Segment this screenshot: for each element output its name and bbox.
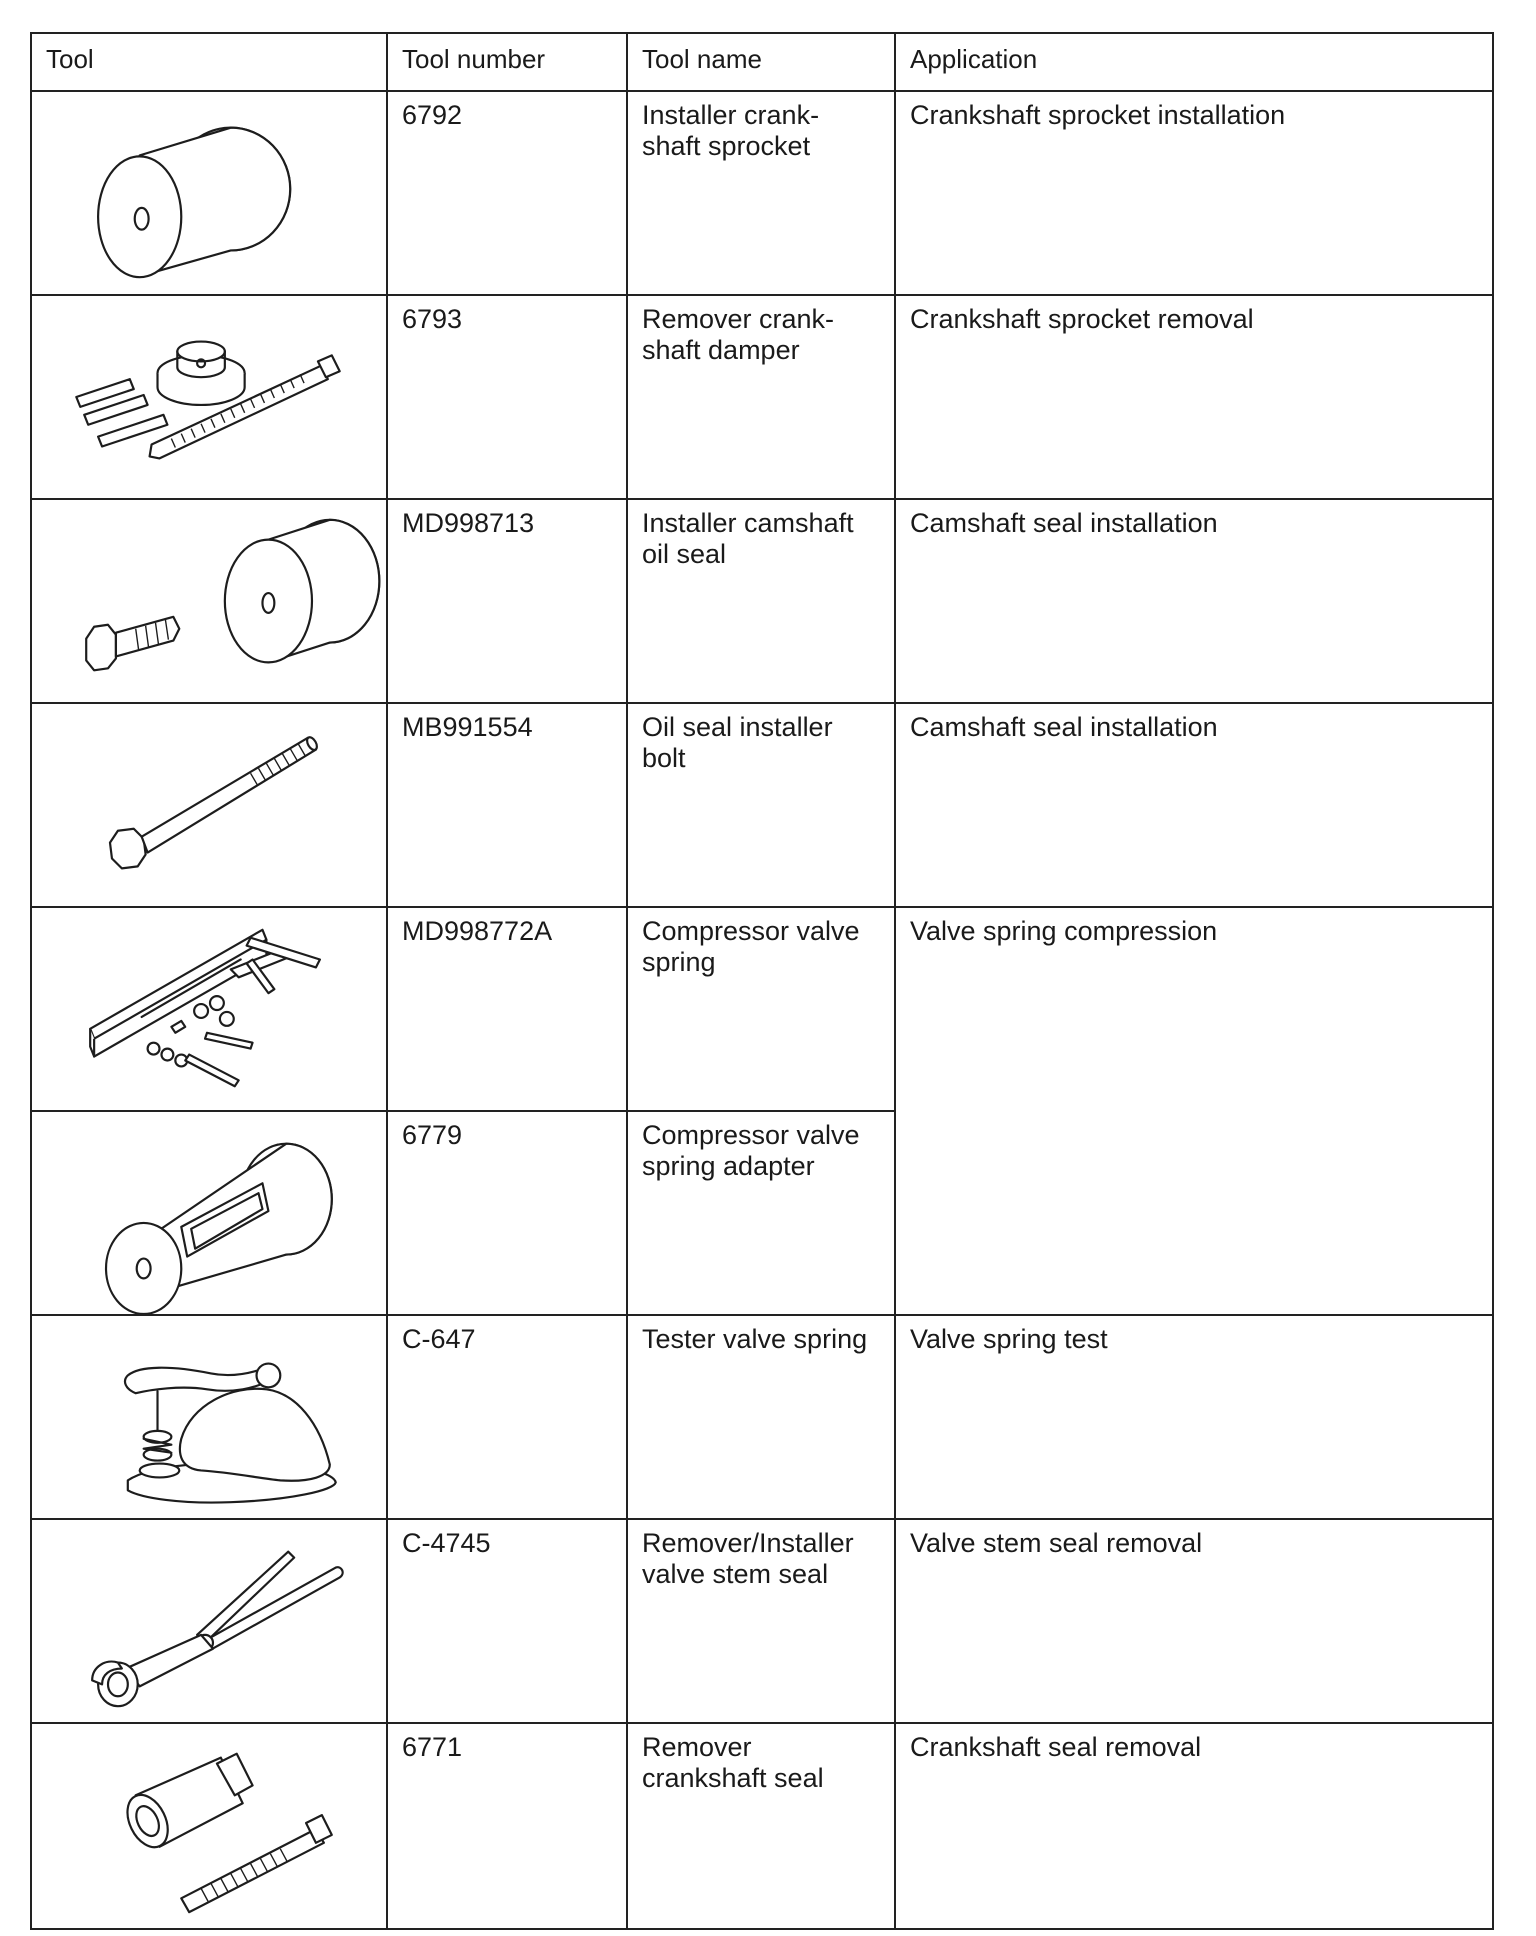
header-tool-name: Tool name: [627, 33, 895, 91]
crankshaft-seal-remover-icon: [32, 1724, 386, 1928]
tool-illustration-cell: [31, 703, 387, 907]
table-row: [31, 295, 1493, 499]
oil-seal-installer-bolt-icon: [32, 704, 386, 906]
tool-name: Installer crank- shaft sprocket: [627, 91, 895, 295]
tool-illustration-cell: [31, 295, 387, 499]
tool-number: MD998713: [387, 499, 627, 703]
tool-application: Valve spring test: [895, 1315, 1493, 1519]
table-header-row: [31, 33, 1493, 91]
valve-spring-compressor-adapter-icon: [32, 1112, 386, 1314]
tool-number: C-4745: [387, 1519, 627, 1723]
tool-application: Crankshaft sprocket removal: [895, 295, 1493, 499]
valve-stem-seal-pliers-icon: [32, 1520, 386, 1722]
table-row: [31, 1519, 1493, 1723]
valve-spring-compressor-icon: [32, 908, 386, 1110]
tool-table-sheet: [30, 32, 1492, 1930]
crankshaft-damper-remover-icon: [32, 296, 386, 498]
tool-application: Camshaft seal installation: [895, 499, 1493, 703]
tool-illustration-cell: [31, 499, 387, 703]
tool-application: Crankshaft sprocket installation: [895, 91, 1493, 295]
tool-number: 6793: [387, 295, 627, 499]
tool-name: Tester valve spring: [627, 1315, 895, 1519]
tool-illustration-cell: [31, 1111, 387, 1315]
tool-number: MD998772A: [387, 907, 627, 1111]
tool-name: Oil seal installer bolt: [627, 703, 895, 907]
tool-illustration-cell: [31, 1519, 387, 1723]
tool-illustration-cell: [31, 907, 387, 1111]
valve-spring-tester-icon: [32, 1316, 386, 1518]
special-tools-table: [30, 32, 1494, 1930]
tool-name: Remover/Installer valve stem seal: [627, 1519, 895, 1723]
camshaft-oil-seal-installer-icon: [32, 500, 386, 702]
tool-illustration-cell: [31, 91, 387, 295]
tool-number: MB991554: [387, 703, 627, 907]
crankshaft-sprocket-installer-icon: [32, 92, 386, 294]
tool-name: Installer camshaft oil seal: [627, 499, 895, 703]
tool-name: Remover crank- shaft damper: [627, 295, 895, 499]
tool-application: Crankshaft seal removal: [895, 1723, 1493, 1929]
table-row: [31, 91, 1493, 295]
header-tool: Tool: [31, 33, 387, 91]
table-row: [31, 499, 1493, 703]
table-row: [31, 1723, 1493, 1929]
tool-illustration-cell: [31, 1315, 387, 1519]
tool-application: Valve stem seal removal: [895, 1519, 1493, 1723]
table-row: [31, 907, 1493, 1111]
tool-name: Compressor valve spring adapter: [627, 1111, 895, 1315]
tool-number: 6792: [387, 91, 627, 295]
tool-application: Valve spring compression: [895, 907, 1493, 1315]
table-row: [31, 703, 1493, 907]
tool-name: Remover crankshaft seal: [627, 1723, 895, 1929]
table-row: [31, 1315, 1493, 1519]
tool-number: 6779: [387, 1111, 627, 1315]
tool-number: 6771: [387, 1723, 627, 1929]
tool-number: C-647: [387, 1315, 627, 1519]
tool-name: Compressor valve spring: [627, 907, 895, 1111]
tool-application: Camshaft seal installation: [895, 703, 1493, 907]
tool-illustration-cell: [31, 1723, 387, 1929]
header-tool-number: Tool number: [387, 33, 627, 91]
header-application: Application: [895, 33, 1493, 91]
